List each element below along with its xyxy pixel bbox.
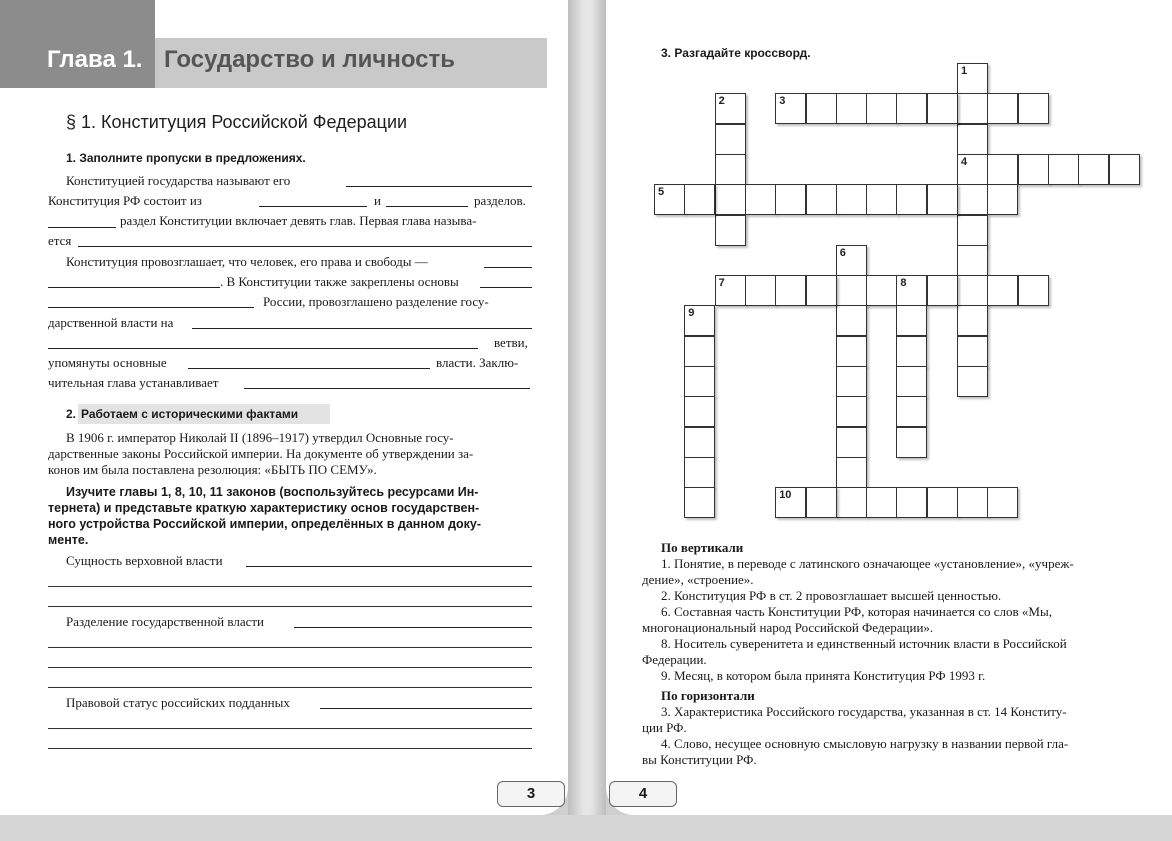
crossword-cell[interactable] [987,93,1018,124]
crossword-clue-number: 6 [839,246,846,259]
crossword-cell[interactable] [987,275,1018,306]
task2-text: В 1906 г. император Николай II (1896–1917) утвердил Основные госу- [66,430,454,445]
clue: дение», «строение». [642,572,754,587]
answer-line[interactable] [48,728,532,729]
field-label: Разделение государственной власти [66,614,265,629]
crossword-cell[interactable] [957,305,988,336]
crossword-cell[interactable] [866,184,897,215]
crossword-cell[interactable] [896,487,927,518]
crossword-cell[interactable] [1018,93,1049,124]
task1-text: . В Конституции также закреплены основы [220,274,459,289]
task1-text: дарственной власти на [48,315,174,330]
crossword-cell[interactable] [836,275,867,306]
task2-instruction: Изучите главы 1, 8, 10, 11 законов (воспользуйтесь ресурсами Ин- [66,485,479,499]
crossword-cell[interactable] [896,427,927,458]
blank-field[interactable] [188,368,430,369]
field-label: Правовой статус российских подданных [66,695,290,710]
crossword-cell[interactable] [836,93,867,124]
crossword-cell[interactable] [896,336,927,367]
blank-field[interactable] [78,246,532,247]
bottom-strip [0,815,1172,841]
task2-instruction: ного устройства Российской империи, определённых в данном доку- [48,517,482,531]
crossword-cell[interactable] [1109,154,1140,185]
task2-text: дарственные законы Российской империи. На документе об утверждении за- [48,446,474,461]
crossword-cell[interactable] [866,487,897,518]
task2-instruction: тернета) и представьте краткую характеристику основ государствен- [48,501,480,515]
crossword-cell[interactable] [866,275,897,306]
blank-field[interactable] [346,186,532,187]
crossword-cell[interactable] [745,184,776,215]
crossword-clue-number: 7 [718,277,725,290]
crossword-cell[interactable] [957,184,988,215]
crossword-cell[interactable] [957,275,988,306]
crossword-clue-number: 1 [961,65,968,77]
crossword-cell[interactable] [957,366,988,397]
crossword-cell[interactable] [987,154,1018,185]
clue: 3. Характеристика Российского государства, указанная в ст. 14 Конститу- [661,704,1067,719]
crossword-cell[interactable] [927,184,958,215]
crossword-cell[interactable] [775,275,806,306]
crossword-cell[interactable] [684,457,715,488]
crossword-cell[interactable] [1078,154,1109,185]
task1-text: Конституция провозглашает, что человек, его права и свободы — [66,254,428,269]
crossword-cell[interactable] [806,275,837,306]
crossword-cell[interactable] [866,93,897,124]
crossword-cell[interactable] [806,93,837,124]
crossword-cell[interactable] [775,184,806,215]
task2-heading: Работаем с историческими фактами [81,407,299,421]
task1-text: раздел Конституции включает девять глав. Первая глава называ- [120,213,477,228]
crossword-cell[interactable] [927,93,958,124]
blank-field[interactable] [48,307,254,308]
crossword-cell[interactable] [715,215,746,246]
task1-text: чительная глава устанавливает [48,375,219,390]
crossword-cell[interactable] [715,184,746,215]
task2-instruction: менте. [48,533,89,547]
crossword-clue-number: 4 [961,155,968,168]
crossword-cell[interactable] [896,184,927,215]
crossword-cell[interactable] [957,487,988,518]
clue: Федерации. [642,652,707,667]
page-number-right: 4 [609,781,677,807]
task1-text: России, провозглашено разделение госу- [263,294,489,309]
blank-field[interactable] [244,388,530,389]
answer-line[interactable] [246,566,532,567]
field-label: Сущность верховной власти [66,553,223,568]
page-number-left: 3 [497,781,565,807]
crossword-cell[interactable] [684,184,715,215]
clues-vertical-heading: По вертикали [661,540,744,555]
task1-text: и [374,193,381,208]
crossword-cell[interactable] [896,305,927,336]
task1-text: Конституцией государства называют его [66,173,291,188]
crossword-cell[interactable] [836,366,867,397]
crossword-cell[interactable] [715,154,746,185]
task2-text: конов им была поставлена резолюция: «БЫТЬ ПО СЕМУ». [48,462,377,477]
section-title: § 1. Конституция Российской Федерации [66,112,408,132]
answer-line[interactable] [48,606,532,607]
crossword-cell[interactable] [1018,275,1049,306]
clue: 2. Конституция РФ в ст. 2 провозглашает высшей ценностью. [661,588,1002,603]
task1-text: разделов. [474,193,526,208]
blank-field[interactable] [259,206,367,207]
crossword-cell[interactable] [896,93,927,124]
crossword-cell[interactable] [957,245,988,276]
clue: 1. Понятие, в переводе с латинского означающее «установление», «учреж- [661,556,1074,571]
task2-number: 2. [66,407,77,421]
blank-field[interactable] [48,348,478,349]
task1-text: Конституция РФ состоит из [48,193,202,208]
crossword-cell[interactable] [836,487,867,518]
task3-heading: 3. Разгадайте кроссворд. [661,46,811,60]
answer-line[interactable] [48,586,532,587]
crossword-cell[interactable] [957,215,988,246]
blank-field[interactable] [192,328,532,329]
crossword-cell[interactable] [806,184,837,215]
crossword-cell[interactable] [684,366,715,397]
task1-text: власти. Заклю- [436,355,519,370]
crossword-cell[interactable] [957,336,988,367]
crossword-cell[interactable] [684,336,715,367]
blank-field[interactable] [480,287,532,288]
crossword-cell[interactable] [896,366,927,397]
chapter-title: Государство и личность [164,46,456,73]
crossword-cell[interactable] [987,487,1018,518]
crossword-cell[interactable] [836,336,867,367]
crossword-cell[interactable] [806,487,837,518]
clue: 8. Носитель суверенитета и единственный источник власти в Российской [661,636,1067,651]
crossword-clue-number: 2 [718,95,725,108]
answer-line[interactable] [320,708,532,709]
clue: многонациональный народ Российской Федерации». [642,620,934,635]
task1-heading: 1. Заполните пропуски в предложениях. [66,151,306,165]
crossword-cell[interactable] [836,184,867,215]
crossword-clue-number: 9 [688,307,695,320]
crossword-cell[interactable] [836,457,867,488]
clue: 9. Месяц, в котором была принята Конституция РФ 1993 г. [661,668,986,683]
clue: вы Конституции РФ. [642,752,757,767]
clue: ции РФ. [642,720,687,735]
crossword-cell[interactable] [927,487,958,518]
chapter-number: Глава 1. [47,46,143,73]
task1-text: ется [48,233,72,248]
clue: 6. Составная часть Конституции РФ, которая начинается со слов «Мы, [661,604,1052,619]
book-gutter [568,0,606,841]
crossword-cell[interactable] [836,427,867,458]
crossword-cell[interactable] [836,396,867,427]
crossword-cell[interactable] [684,487,715,518]
crossword-clue-number: 5 [658,186,665,199]
blank-field[interactable] [48,227,116,228]
blank-field[interactable] [386,206,468,207]
crossword-clue-number: 3 [779,95,786,108]
task1-text: упомянуты основные [48,355,167,370]
task1-text: ветви, [494,335,528,350]
crossword-cell[interactable] [745,275,776,306]
answer-line[interactable] [48,647,532,648]
crossword-clue-number: 10 [779,489,792,502]
answer-line[interactable] [48,748,532,749]
crossword-cell[interactable] [957,124,988,155]
crossword-cell[interactable] [957,93,988,124]
blank-field[interactable] [484,267,532,268]
crossword-cell[interactable] [927,275,958,306]
answer-line[interactable] [48,687,532,688]
crossword-cell[interactable] [684,427,715,458]
crossword-clue-number: 8 [900,277,907,290]
clues-horizontal-heading: По горизонтали [661,688,755,703]
answer-line[interactable] [48,667,532,668]
blank-field[interactable] [48,287,220,288]
chapter-tab [0,0,155,88]
crossword-cell[interactable] [1018,154,1049,185]
crossword-cell[interactable] [684,396,715,427]
crossword-cell[interactable] [1048,154,1079,185]
clue: 4. Слово, несущее основную смысловую нагрузку в названии первой гла- [661,736,1069,751]
answer-line[interactable] [294,627,532,628]
crossword-cell[interactable] [715,124,746,155]
crossword-cell[interactable] [836,305,867,336]
crossword-cell[interactable] [896,396,927,427]
crossword-cell[interactable] [987,184,1018,215]
